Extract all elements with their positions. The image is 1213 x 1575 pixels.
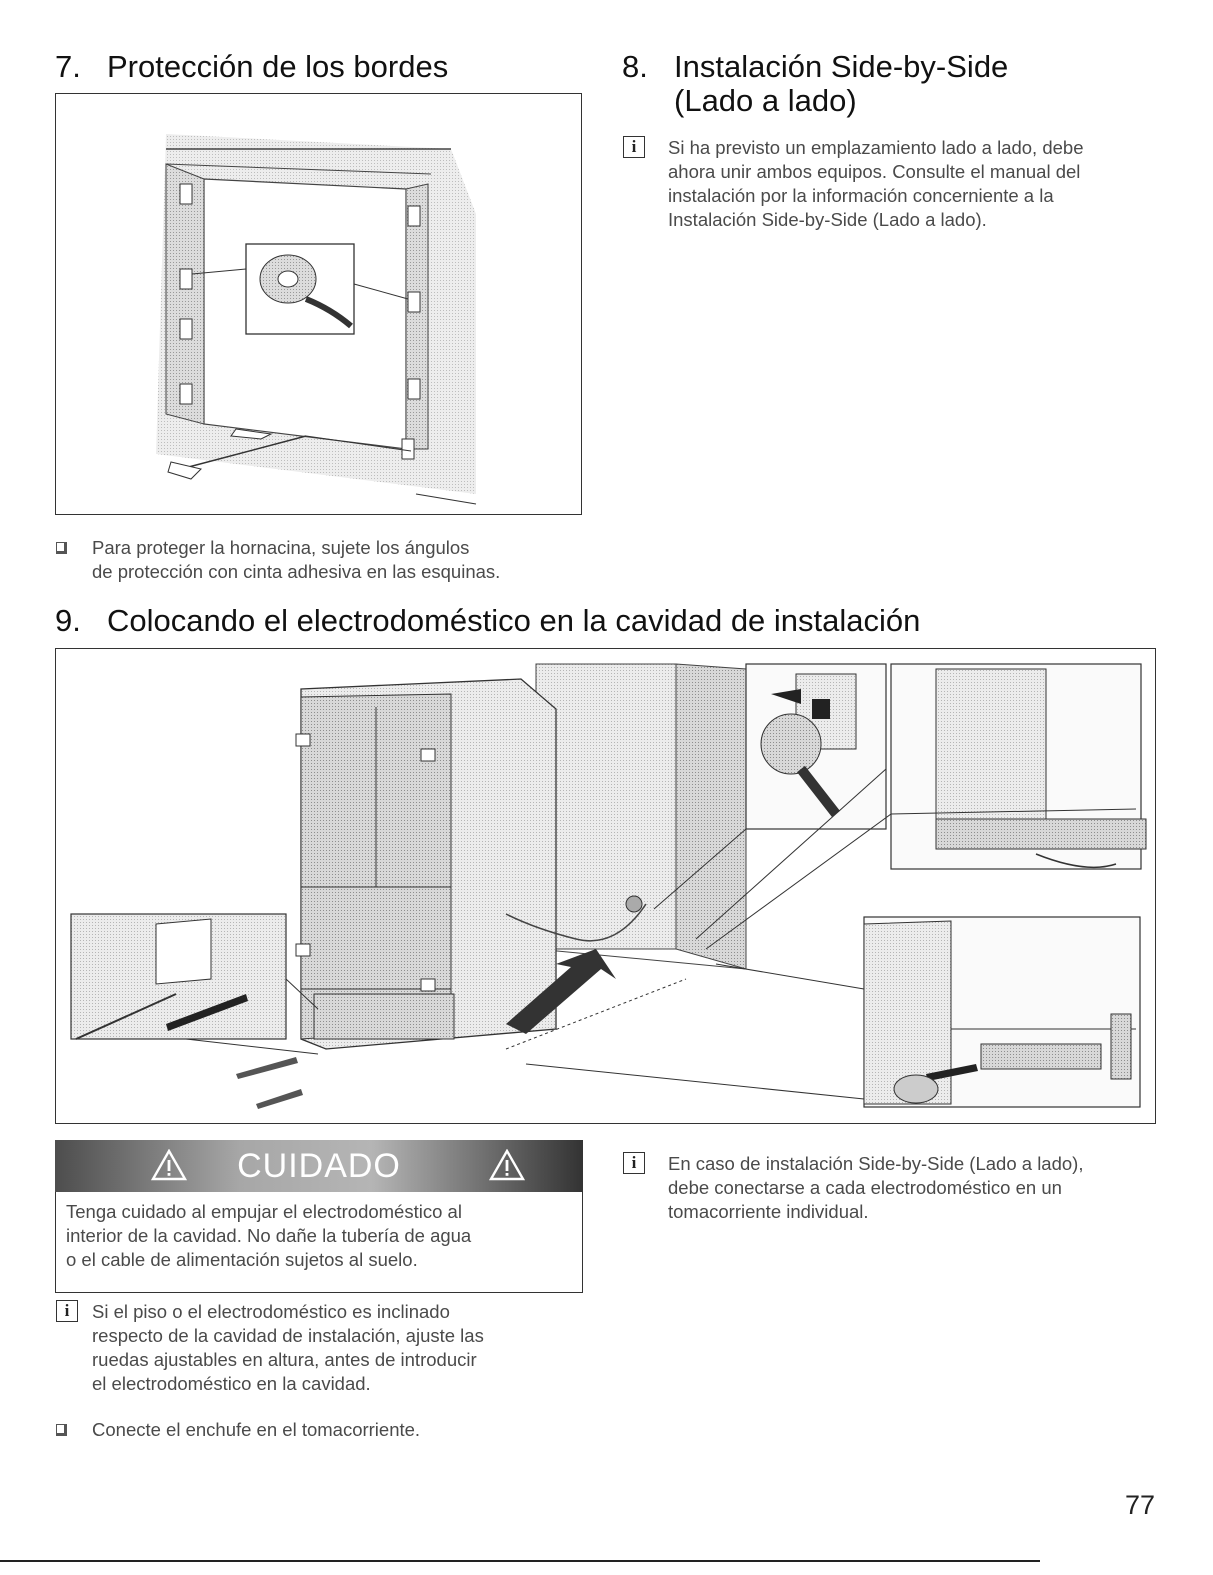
floor-info-line4: el electrodoméstico en la cavidad. <box>92 1373 371 1394</box>
section-8-info-line3: instalación por la información concerniente a la <box>668 185 1054 206</box>
section-8-title-line2: (Lado a lado) <box>674 83 857 118</box>
caution-banner <box>55 1140 583 1192</box>
section-7-instruction <box>92 536 500 584</box>
edge-protection-illustration <box>56 94 582 515</box>
section-7-number: 7. <box>55 49 81 84</box>
side-info-line1: En caso de instalación Side-by-Side (Lado a lado), <box>668 1153 1084 1174</box>
section-7-title: Protección de los bordes <box>107 49 449 84</box>
section-7-instruction-line2: de protección con cinta adhesiva en las esquinas. <box>92 561 501 582</box>
edge-protection-figure <box>55 93 582 515</box>
floor-info-line3: ruedas ajustables en altura, antes de introducir <box>92 1349 477 1370</box>
connect-plug-instruction: Conecte el enchufe en el tomacorriente. <box>92 1419 421 1440</box>
side-info-line2: debe conectarse a cada electrodoméstico en un <box>668 1177 1062 1198</box>
side-by-side-info-text <box>668 1152 1083 1224</box>
page-number: 77 <box>1124 1490 1155 1520</box>
section-9-heading <box>55 604 920 638</box>
caution-line1: Tenga cuidado al empujar el electrodoméstico al <box>66 1201 462 1222</box>
bottom-divider <box>0 1560 1040 1562</box>
section-8-heading <box>622 50 1008 84</box>
info-icon: i <box>623 136 645 158</box>
floor-info-line1: Si el piso o el electrodoméstico es inclinado <box>92 1301 450 1322</box>
floor-info-line2: respecto de la cavidad de instalación, ajuste las <box>92 1325 484 1346</box>
section-9-number: 9. <box>55 603 81 638</box>
warning-triangle-icon <box>489 1149 525 1181</box>
section-9-title: Colocando el electrodoméstico en la cavidad de instalación <box>107 603 921 638</box>
info-icon: i <box>56 1300 78 1322</box>
caution-line2: interior de la cavidad. No dañe la tubería de agua <box>66 1225 472 1246</box>
section-8-info-line4: Instalación Side-by-Side (Lado a lado). <box>668 209 987 230</box>
section-8-info-text <box>668 136 1084 232</box>
section-7-instruction-line1: Para proteger la hornacina, sujete los ángulos <box>92 537 470 558</box>
checkbox-bullet-icon <box>56 1424 67 1436</box>
section-8-info-line2: ahora unir ambos equipos. Consulte el manual del <box>668 161 1081 182</box>
section-8-info-line1: Si ha previsto un emplazamiento lado a lado, debe <box>668 137 1084 158</box>
caution-line3: o el cable de alimentación sujetos al suelo. <box>66 1249 418 1270</box>
section-7-heading <box>55 50 448 84</box>
appliance-installation-figure <box>55 648 1156 1124</box>
info-icon: i <box>623 1152 645 1174</box>
caution-text <box>55 1192 583 1293</box>
floor-inclination-info-text <box>92 1300 484 1396</box>
appliance-installation-illustration <box>56 649 1156 1124</box>
caution-title: CUIDADO <box>237 1147 401 1185</box>
section-8-title-line1: Instalación Side-by-Side <box>674 49 1009 84</box>
checkbox-bullet-icon <box>56 542 67 554</box>
side-info-line3: tomacorriente individual. <box>668 1201 869 1222</box>
section-8-number: 8. <box>622 49 648 84</box>
